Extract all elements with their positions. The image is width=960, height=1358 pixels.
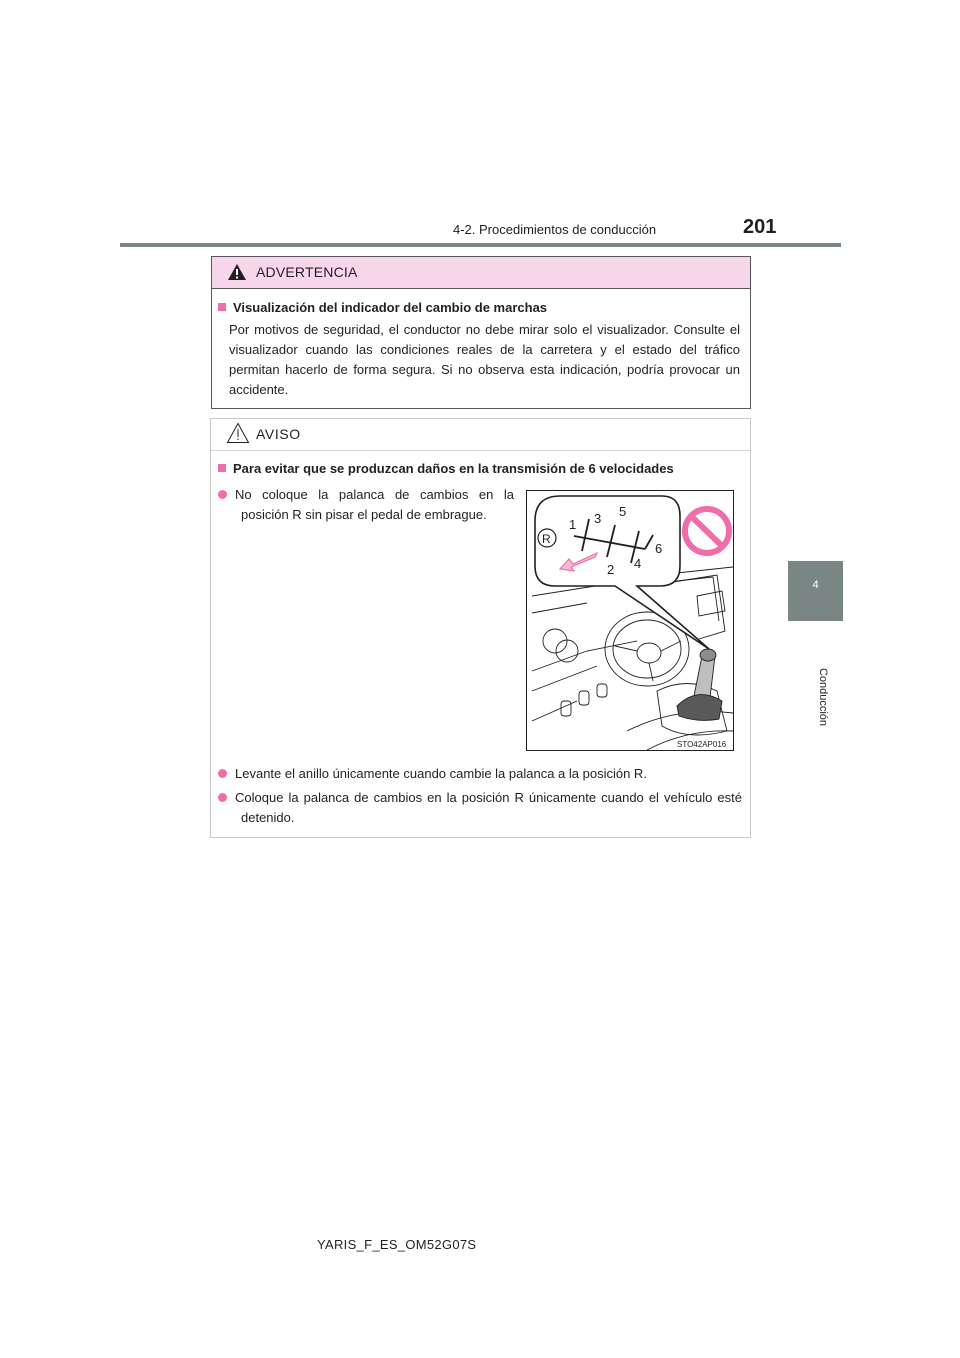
chapter-number: 4 <box>812 579 819 591</box>
gearshift-drawing <box>527 491 733 750</box>
notice-heading <box>218 461 674 476</box>
gearshift-illustration <box>526 490 734 751</box>
round-bullet-icon <box>218 490 227 499</box>
notice-bullet <box>218 485 514 525</box>
gear-label-1: 1 <box>569 517 577 532</box>
gear-label-3: 3 <box>594 511 602 526</box>
notice-heading-text: Para evitar que se produzcan daños en la transmisión de 6 velocidades <box>233 461 674 476</box>
round-bullet-icon <box>218 769 227 778</box>
chapter-tab <box>788 561 843 621</box>
notice-header <box>211 419 750 451</box>
notice-bullet-text: Coloque la palanca de cambios en la posición R únicamente cuando el vehículo esté detenido. <box>235 790 742 825</box>
warning-heading <box>218 300 547 315</box>
warning-heading-text: Visualización del indicador del cambio de marchas <box>233 300 548 315</box>
section-title: 4-2. Procedimientos de conducción <box>453 222 657 237</box>
chapter-label: Conducción <box>817 667 829 727</box>
gear-label-5: 5 <box>619 504 627 519</box>
page-number: 201 <box>743 216 777 238</box>
warning-header <box>212 257 750 289</box>
gear-label-2: 2 <box>607 562 615 577</box>
notice-title: AVISO <box>256 426 301 442</box>
warning-text: Por motivos de seguridad, el conductor no debe mirar solo el visualizador. Consulte el visualizador cuando las condiciones reales de la carretera y el estado del tráfico permitan hacerlo de forma segura. Si no observa esta indicación, podría provocar un accidente. <box>229 322 740 397</box>
notice-bullet <box>218 764 748 784</box>
notice-bullet <box>218 788 742 828</box>
square-bullet-icon <box>218 303 226 311</box>
warning-triangle-icon <box>227 263 247 281</box>
notice-bullet-text: No coloque la palanca de cambios en la posición R sin pisar el pedal de embrague. <box>235 487 514 522</box>
footer-doc-id: YARIS_F_ES_OM52G07S <box>317 1237 477 1252</box>
gear-label-4: 4 <box>634 556 642 571</box>
gear-label-r: R <box>542 532 551 546</box>
header-rule <box>120 243 841 247</box>
square-bullet-icon <box>218 464 226 472</box>
prohibition-icon <box>685 509 729 553</box>
round-bullet-icon <box>218 793 227 802</box>
warning-title: ADVERTENCIA <box>256 264 358 280</box>
gear-label-6: 6 <box>655 541 663 556</box>
notice-bullet-text: Levante el anillo únicamente cuando cambie la palanca a la posición R. <box>235 766 647 781</box>
figure-code: STO42AP016 <box>677 740 727 749</box>
caution-triangle-icon <box>226 422 250 444</box>
